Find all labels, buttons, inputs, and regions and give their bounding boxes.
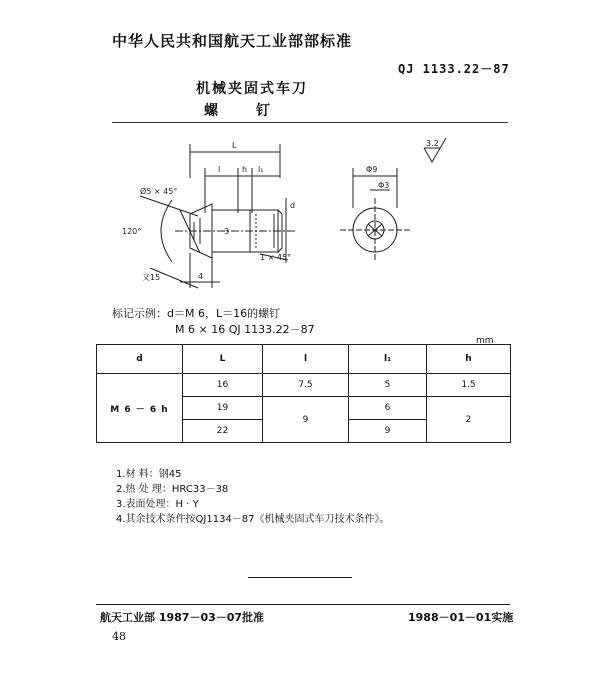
document-title: 机械夹固式车刀 — [196, 81, 308, 97]
note-heat-treatment: 2.热 处 理：HRC33－38 — [116, 484, 229, 495]
table-row — [97, 374, 511, 397]
screw-drawing — [120, 138, 480, 298]
implementation-date: 1988－01－01实施 — [408, 611, 514, 624]
header-l1: l₁ — [349, 345, 427, 374]
cell-l1: 6 — [349, 397, 427, 420]
cell-d: M 6 － 6 h — [97, 374, 183, 443]
note-other-conditions: 4.其余技术条件按QJ1134－87《机械夹固式车刀技术条件》。 — [116, 514, 390, 525]
label-3: 3 — [224, 227, 230, 236]
marking-designation: M 6 × 16 QJ 1133.22－87 — [175, 323, 315, 336]
unit-label: mm — [476, 336, 494, 346]
header-d: d — [97, 345, 183, 374]
approval-date: 航天工业部 1987－03－07批准 — [100, 611, 265, 624]
note-surface-treatment: 3.表面处理：H · Y — [116, 499, 199, 510]
page-number: 48 — [112, 630, 126, 643]
cell-h: 1.5 — [427, 374, 511, 397]
standard-body: 中华人民共和国航天工业部部标准 — [112, 32, 353, 50]
document-subtitle — [204, 100, 270, 120]
label-L: L — [232, 141, 237, 150]
standard-code: QJ 1133.22－87 — [398, 62, 510, 76]
label-phi9: Φ9 — [366, 165, 378, 174]
cell-l1: 9 — [349, 420, 427, 443]
cell-L: 19 — [183, 397, 263, 420]
header-rule — [112, 122, 508, 123]
label-roughness: 3.2 — [426, 139, 439, 148]
cell-l1: 5 — [349, 374, 427, 397]
label-d: d — [290, 201, 296, 210]
technical-notes — [116, 467, 390, 527]
note-material: 1.材 料：钢45 — [116, 469, 182, 480]
cell-h: 2 — [427, 397, 511, 443]
label-h: h — [242, 165, 248, 174]
cell-l: 9 — [263, 397, 349, 443]
cell-L: 16 — [183, 374, 263, 397]
header-l: l — [263, 345, 349, 374]
end-rule — [248, 577, 352, 578]
marking-example: 标记示例：d＝M 6，L＝16的螺钉 — [112, 307, 281, 320]
cell-L: 22 — [183, 420, 263, 443]
cell-l: 7.5 — [263, 374, 349, 397]
label-bottom-chamfer: 1 × 45° — [260, 253, 292, 262]
label-l1: l₁ — [258, 165, 264, 174]
label-chamfer: Ø5 × 45° — [140, 187, 178, 196]
header-h: h — [427, 345, 511, 374]
label-phi3: Φ3 — [378, 181, 390, 190]
subtitle-char-2: 钉 — [256, 103, 270, 119]
label-4: 4 — [198, 272, 204, 281]
dimension-table — [96, 344, 511, 443]
label-l: l — [218, 165, 221, 174]
label-angle: 120° — [122, 227, 142, 236]
subtitle-char-1: 螺 — [204, 103, 218, 119]
label-view: 又15 — [142, 273, 161, 282]
footer-rule — [96, 604, 510, 605]
header-L: L — [183, 345, 263, 374]
table-header-row — [97, 345, 511, 374]
